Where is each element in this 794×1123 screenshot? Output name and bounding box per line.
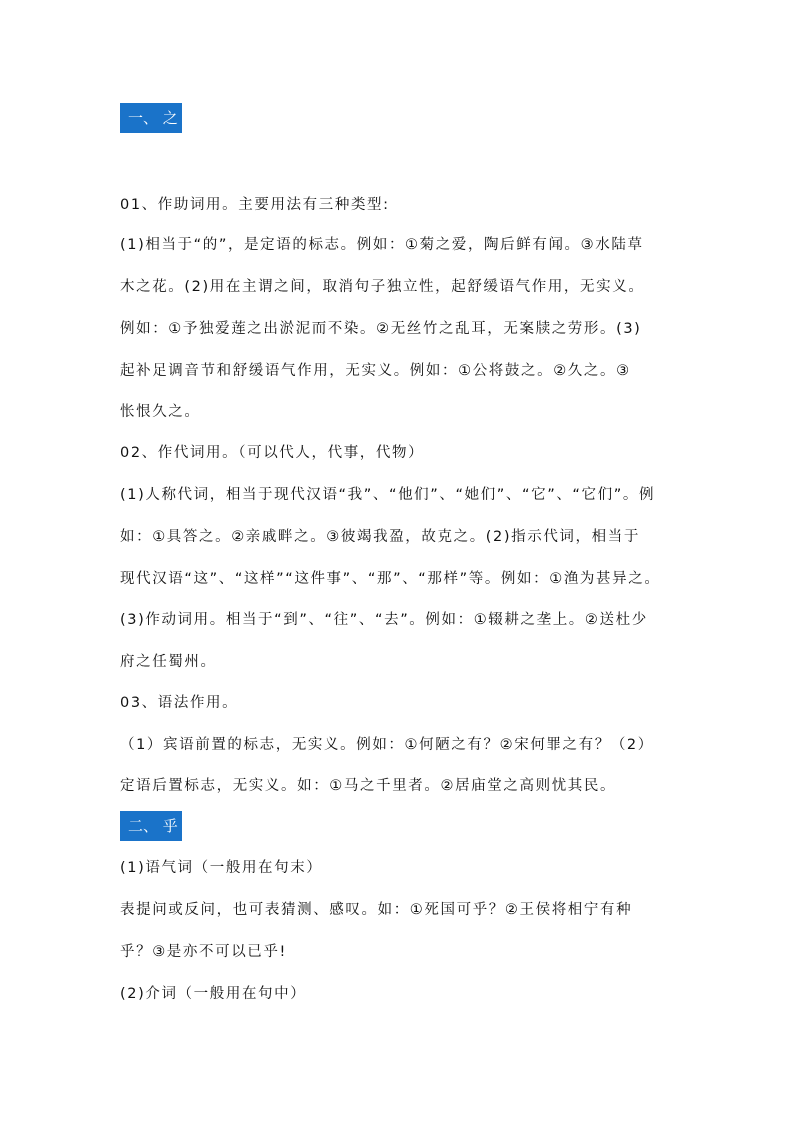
text-line: 例如：①予独爱莲之出淤泥而不染。②无丝竹之乱耳，无案牍之劳形。(3) <box>120 321 642 337</box>
text-line: 03、语法作用。 <box>120 695 239 711</box>
text-line: (3)作动词用。相当于“到”、“往”、“去”。例如：①辍耕之垄上。②送杜少 <box>120 612 648 628</box>
text-line: (1)语气词（一般用在句末） <box>120 860 323 876</box>
section-heading-hu: 二、 乎 <box>120 811 182 841</box>
text-line: 定语后置标志，无实义。如：①马之千里者。②居庙堂之高则忧其民。 <box>120 778 617 794</box>
text-line: 乎？③是亦不可以已乎! <box>120 944 287 960</box>
text-line: 如：①具答之。②亲戚畔之。③彼竭我盈，故克之。(2)指示代词，相当于 <box>120 529 640 545</box>
text-line: 起补足调音节和舒缓语气作用，无实义。例如：①公将鼓之。②久之。③ <box>120 363 631 379</box>
text-line: 府之任蜀州。 <box>120 654 217 670</box>
text-line: 02、作代词用。（可以代人，代事，代物） <box>120 445 425 461</box>
text-line: （1）宾语前置的标志，无实义。例如：①何陋之有？②宋何罪之有？（2） <box>120 737 654 753</box>
section-heading-zhi: 一、 之 <box>120 103 182 133</box>
text-line: (1)相当于“的”，是定语的标志。例如：①菊之爱，陶后鲜有闻。③水陆草 <box>120 237 644 253</box>
text-line: 表提问或反问，也可表猜测、感叹。如：①死国可乎？②王侯将相宁有种 <box>120 902 633 918</box>
text-line: (1)人称代词，相当于现代汉语“我”、“他们”、“她们”、“它”、“它们”。例 <box>120 487 656 503</box>
text-line: 01、作助词用。主要用法有三种类型: <box>120 197 390 213</box>
text-line: 木之花。(2)用在主谓之间，取消句子独立性，起舒缓语气作用，无实义。 <box>120 279 645 295</box>
text-line: 怅恨久之。 <box>120 404 201 420</box>
text-line: 现代汉语“这”、“这样”“这件事”、“那”、“那样”等。例如：①渔为甚异之。 <box>120 571 661 587</box>
text-line: (2)介词（一般用在句中） <box>120 986 307 1002</box>
